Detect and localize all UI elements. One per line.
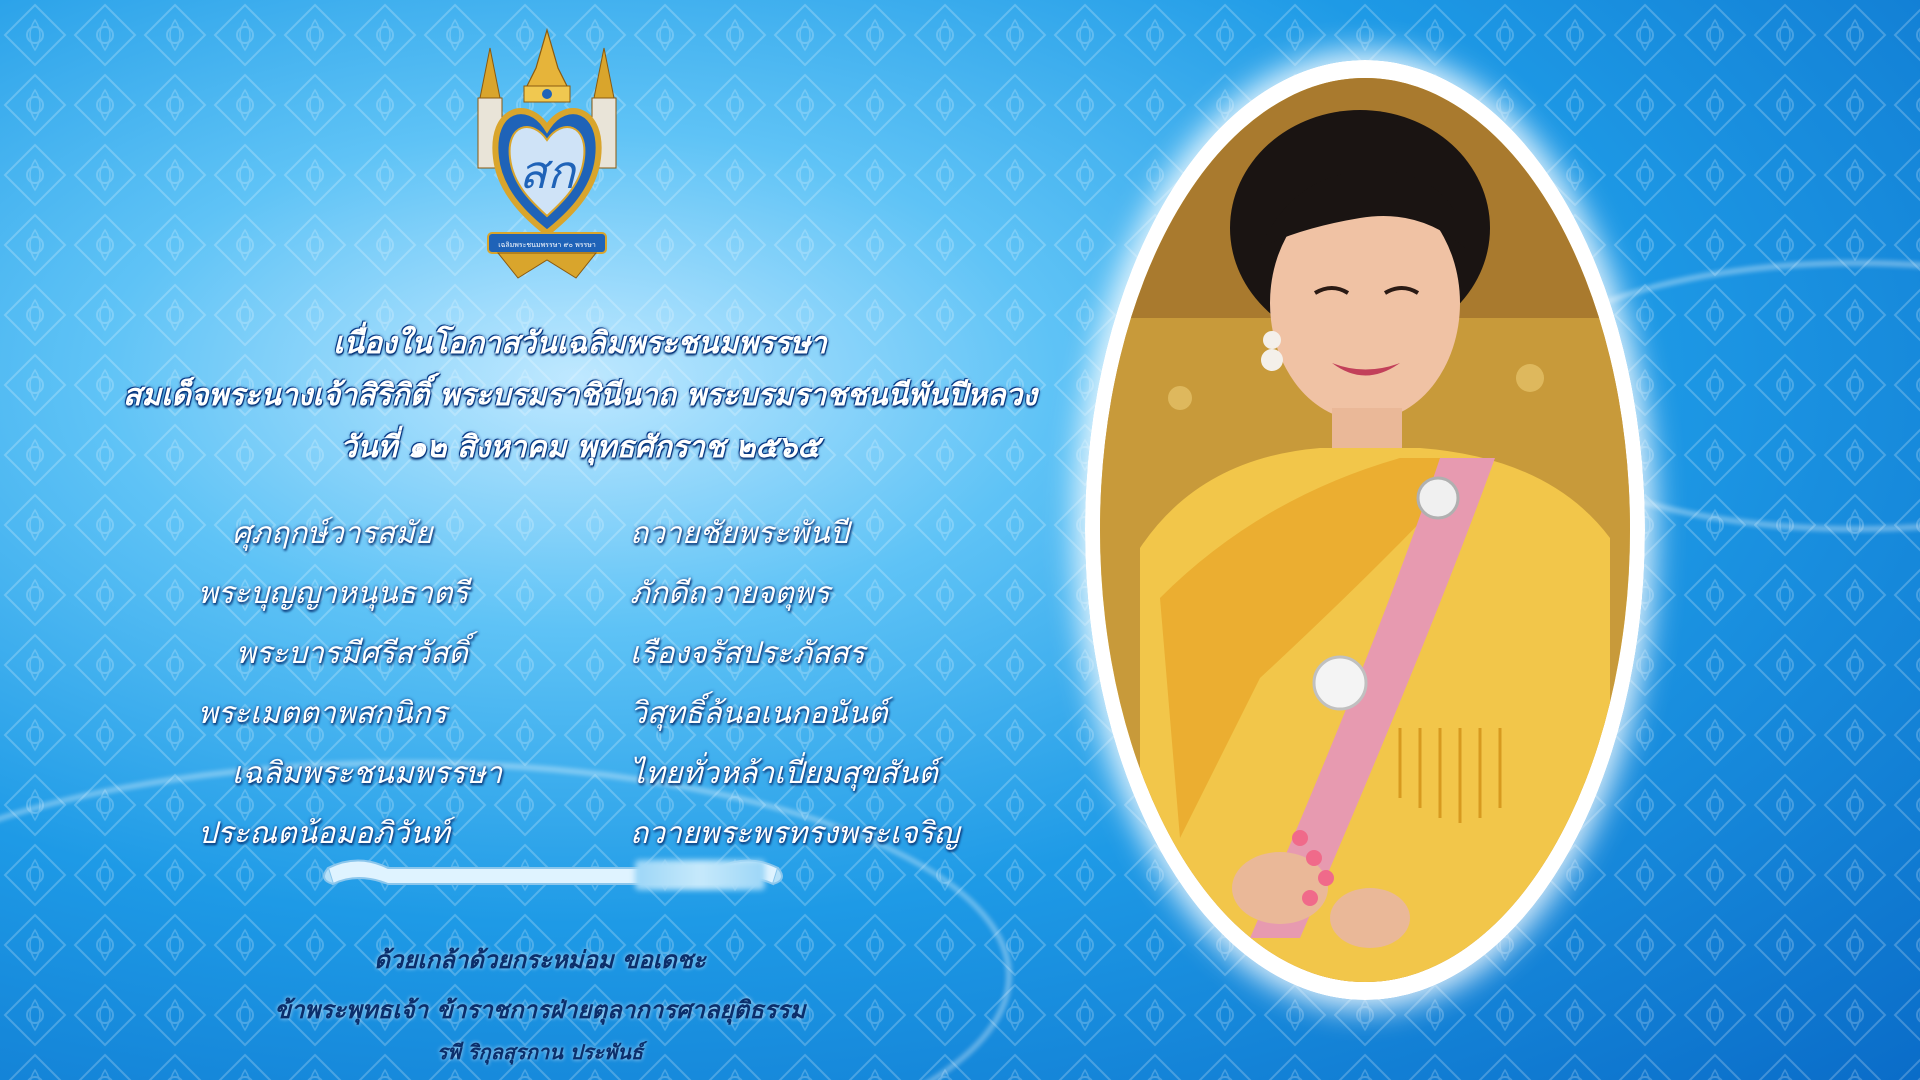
emblem-ribbon-text: เฉลิมพระชนมพรรษา ๙๐ พรรษา [498, 241, 596, 249]
royal-emblem [468, 28, 626, 280]
poem-right-line-3: เรืองจรัสประภัสสร [630, 636, 865, 671]
poem-right-line-2: ภักดีถวายจตุพร [630, 576, 830, 611]
portrait-illustration [1100, 78, 1630, 982]
poem-left-line-2: พระบุญญาหนุนธาตรี [198, 576, 469, 611]
poem-left-line-6: ประณตน้อมอภิวันท์ [198, 816, 450, 851]
poem-left-line-1: ศุภฤกษ์วารสมัย [232, 516, 433, 551]
footer-author: รพี ริกุลสุรกาน ประพันธ์ [436, 1040, 644, 1064]
poem-right-line-1: ถวายชัยพระพันปี [630, 516, 849, 551]
poem-right-line-4: วิสุทธิ์ล้นอเนกอนันต์ [630, 696, 888, 731]
royal-portrait [1100, 78, 1630, 982]
heading-date: วันที่ ๑๒ สิงหาคม พุทธศักราช ๒๕๖๕ [340, 430, 820, 465]
emblem-monogram: สก [519, 145, 575, 199]
heading-royal-title: สมเด็จพระนางเจ้าสิริกิติ์ พระบรมราชินีนาถ พระบรมราชชนนีพันปีหลวง [123, 378, 1037, 413]
poem-right-line-6: ถวายพระพรทรงพระเจริญ [630, 816, 960, 851]
poem-left-line-3: พระบารมีศรีสวัสดิ์ [236, 636, 468, 671]
poem-right-line-5: ไทยทั่วหล้าเปี่ยมสุขสันต์ [630, 756, 938, 791]
footer-salutation: ด้วยเกล้าด้วยกระหม่อม ขอเดชะ [374, 945, 706, 974]
heading-occasion: เนื่องในโอกาสวันเฉลิมพระชนมพรรษา [333, 326, 827, 361]
footer-presenter: ข้าพระพุทธเจ้า ข้าราชการฝ่ายตุลาการศาลยุติธรรม [274, 995, 806, 1024]
poem-left-line-4: พระเมตตาพสกนิกร [198, 696, 447, 731]
poem-left-line-5: เฉลิมพระชนมพรรษา [232, 756, 503, 791]
obscured-text [635, 860, 765, 890]
